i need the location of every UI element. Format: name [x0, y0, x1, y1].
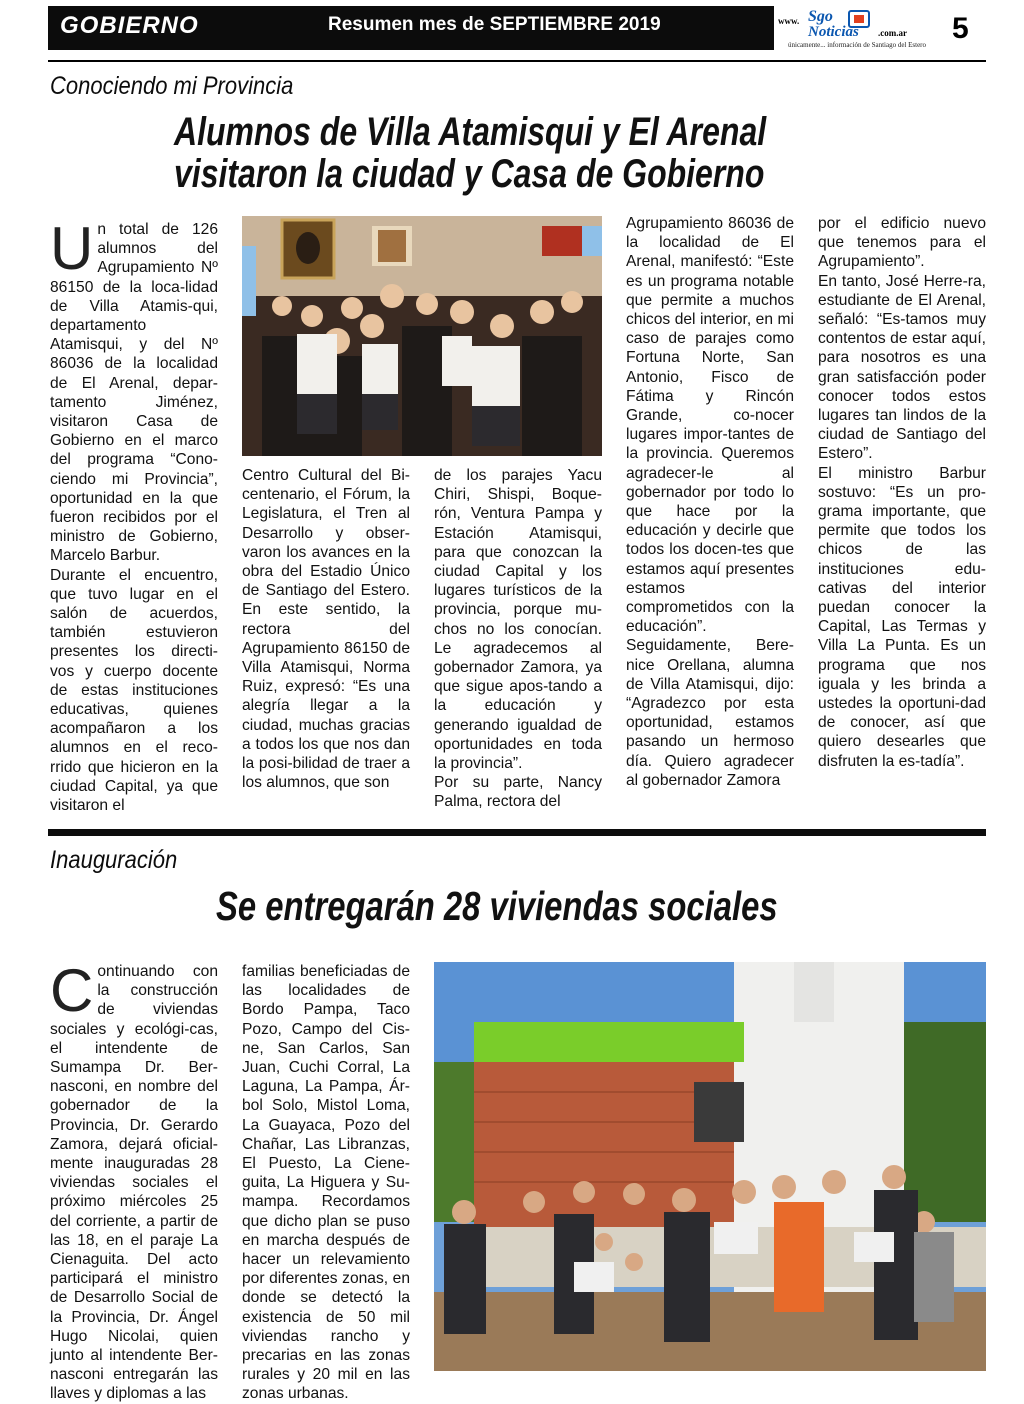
article1-paragraph: Agrupamiento 86036 de la localidad de El Arenal, manifestó: “Este es un programa notable que permite a muchos chicos del interior, en mi caso de parajes como Fortuna Norte, San Antonio, Fisco de Fátima y Rincón Grande, co-nocer lugares impor-tantes de la provincia. Queremos agradecer-le al gobernador por todo lo que hace por la educación y decirle que todos los docen-tes que estamos aquí presentes estamos comprometidos con la educación”.: [626, 215, 794, 636]
logo-noticias: Noticias: [808, 24, 859, 40]
article1-headline-line1: Alumnos de Villa Atamisqui y El Arenal: [174, 110, 767, 154]
article1-lead-paragraph: n total de 126 alumnos del Agrupamiento Nº 86150 de la loca-lidad de Villa Atamis-qui, departamento Atamisqui, y del Nº 86036 de la localidad de El Arenal, depar-tamento Jiménez, visitaron Casa de Gobierno en el marco del programa “Cono-ciendo mi Provincia”, oportunidad en la que fueron recibidos por el ministro de Gobierno, Marcelo Barbur.: [50, 221, 218, 565]
article1-headline-line2: visitaron la ciudad y Casa de Gobierno: [174, 152, 765, 196]
page-number: 5: [952, 12, 969, 45]
logo-sgo: Sgo: [808, 8, 833, 25]
article2-headline: Se entregarán 28 viviendas sociales: [216, 883, 778, 929]
logo-tagline: únicamente... información de Santiago del Estero: [788, 41, 927, 49]
article1-paragraph: Por su parte, Nancy Palma, rectora del: [434, 774, 602, 811]
article2-dropcap: C: [50, 957, 94, 1024]
article2-photo-housing: [434, 962, 986, 1371]
article2-lead-paragraph: ontinuando con la construcción de viviendas sociales y ecológi-cas, el intendente de Sumampa Dr. Ber-nasconi, en nombre del gobernador de la Provincia, Dr. Gerardo Zamora, dejará oficial-mente inauguradas 28 viviendas sociales el próximo miércoles 25 del corriente, a partir de las 18, en el paraje La Cienaguita. Del acto participará el ministro de Desarrollo Social de la Provincia, Dr. Ángel Hugo Nicolai, quien junto al intendente Ber-nasconi entregarán las llaves y diplomas a las: [50, 963, 218, 1403]
issue-date: Resumen mes de SEPTIEMBRE 2019: [328, 14, 661, 35]
section-divider: [48, 829, 986, 836]
article2-kicker: Inauguración: [50, 846, 178, 874]
article2-column-2: familias beneficiadas de las localidades de Bordo Pampa, Taco Pozo, Campo del Cis-ne, San Carlos, San Juan, Cuchi Corral, La Laguna, La Pampa, Ár-bol Solo, Mistol Loma, La Guayaca, Pozo del Chañar, Las Libranzas, El Puesto, La Ciene-guita, La Higuera y Su-mampa. Recordamos que dicho plan se puso en marcha después de hacer un relevamiento por diferentes zonas, en donde se detectó la existencia de 50 mil viviendas rancho y precarias en las zonas rurales y 20 mil en las zonas urbanas.: [242, 963, 410, 1403]
header-rule: [48, 60, 986, 62]
article1-paragraph: Seguidamente, Bere-nice Orellana, alumna de Villa Atamisqui, dijo: “Agradezco por esta oportunidad, estamos pasando un hermoso día. Quiero agradecer al gobernador Zamora: [626, 637, 794, 789]
article1-paragraph: por el edificio nuevo que tenemos para el Agrupamiento”.: [818, 215, 986, 271]
article1-column-3: [434, 466, 602, 812]
article1-column-5: [818, 214, 986, 771]
site-logo[interactable]: [778, 8, 927, 52]
article1-column-4: [626, 214, 794, 790]
article1-kicker: Conociendo mi Provincia: [50, 72, 294, 100]
article1-paragraph: de los parajes Yacu Chiri, Shispi, Boque-rón, Ventura Pampa y Estación Atamisqui, para que conozcan la ciudad Capital y los lugares turísticos de la provincia, porque mu-chos no los conocían. Le agradecemos al gobernador Zamora, ya que sigue apos-tando a la educación y generando igualdad de oportunidades en toda la provincia”.: [434, 467, 602, 773]
section-name: GOBIERNO: [60, 12, 199, 39]
article1-paragraph: Durante el encuentro, que tuvo lugar en el salón de acuerdos, también estuvieron presentes los directi-vos y cuerpo docente de estas instituciones educativas, quienes acompañaron a los alumnos en el reco-rrido que hicieron en la ciudad Capital, ya que visitaron el: [50, 566, 218, 815]
article1-photo-students: [242, 216, 602, 456]
logo-www: www.: [778, 16, 800, 26]
article1-column-2: Centro Cultural del Bi-centenario, el Fórum, la Legislatura, el Tren al Desarrollo y obser-varon los avances en la obra del Estadio Único de Santiago del Estero. En este sentido, la rectora del Agrupamiento 86150 de Villa Atamisqui, Norma Ruiz, expresó: “Es una alegría llegar a la ciudad, muchas gracias a todos los que nos dan la posi-bilidad de traer a los alumnos, que son: [242, 467, 410, 792]
article1-dropcap: U: [50, 215, 94, 282]
article1-column-1: [50, 215, 218, 815]
logo-domain: .com.ar: [878, 28, 907, 38]
article2-column-1: [50, 957, 218, 1404]
article1-paragraph: El ministro Barbur sostuvo: “Es un pro-grama importante, que permite que todos los chicos de las instituciones edu-cativas del interior puedan conocer la Capital, Las Termas y Villa La Punta. Es un programa que nos iguala y les brinda a ustedes la oportuni-dad de conocer, así que quiero desearles que disfruten la es-tadía”.: [818, 464, 986, 770]
article1-paragraph: En tanto, José Herre-ra, estudiante de El Arenal, señaló: “Es-tamos muy contentos de estar aquí, para nosotros es una gran satisfacción poder conocer todos estos lugares tan lindos de la ciudad de Santiago del Estero”.: [818, 272, 986, 463]
